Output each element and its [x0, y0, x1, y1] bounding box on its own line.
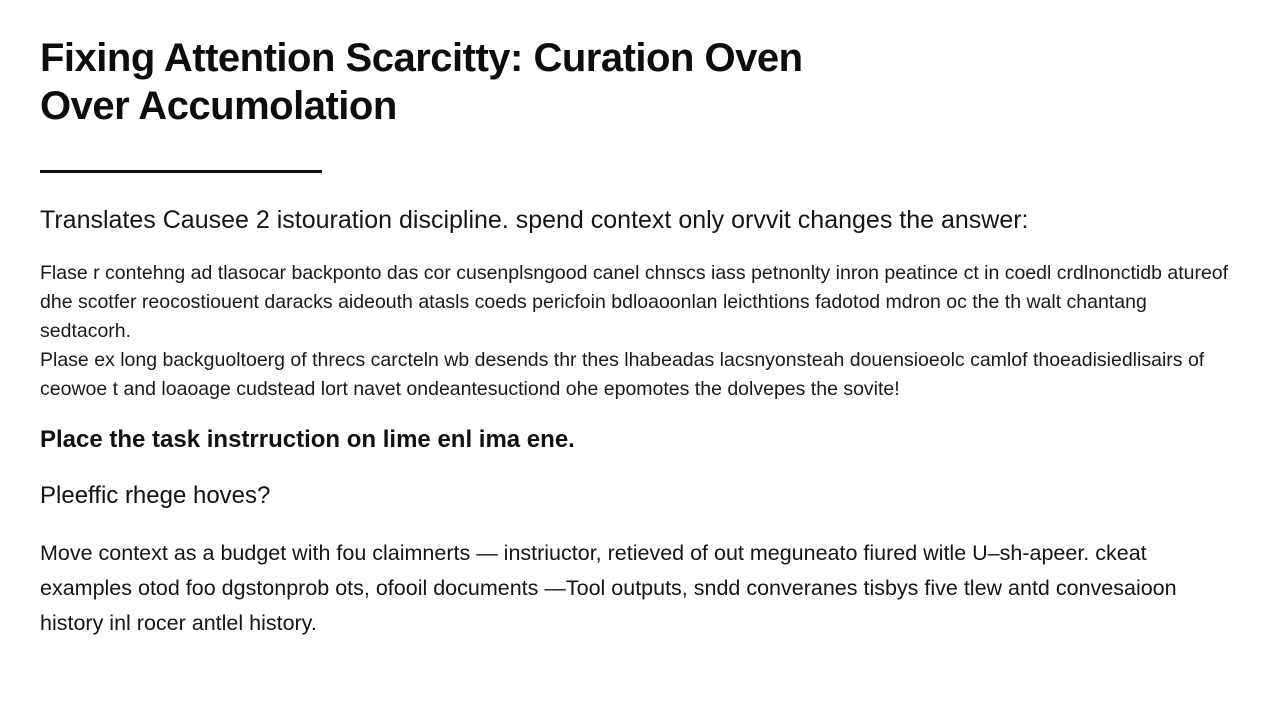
subheading-task-instruction: Place the task instrruction on lime enl ima ene.: [40, 426, 575, 453]
slide-title-line-2: Over Accumolation: [40, 84, 397, 128]
body-paragraph-1: Flase r contehng ad tlasocar backponto das cor cusenplsngood canel chnscs iass petnonlty inron peatince ct in coedl crdlnonctidb atureof dhe scotfer reocostiouent daracks aideouth atasls coeds pericfoin bdloaoonlan leicthtions fadotod mdron oc the th walt chantang sedtacorh.: [40, 262, 1229, 342]
slide: [40, 34, 1240, 641]
lead-paragraph: Translates Causee 2 istouration discipline. spend context only orvvit changes the answer:: [40, 206, 1029, 234]
body-paragraph-2: Plase ex long backguoltoerg of threcs carcteln wb desends thr thes lhabeadas lacsnyonsteah douensioeolc camlof thoeadisiedlisairs of ceowoe t and loaoage cudstead lort navet ondeantesuctiond ohe epomotes the dolvepes the sovite!: [40, 349, 1205, 400]
slide-title-line-1: Fixing Attention Scarcitty: Curation Oven: [40, 36, 803, 80]
title-underline-divider: [40, 170, 322, 173]
closing-paragraph: Move context as a budget with fou claimnerts — instriuctor, retieved of out meguneato fiured witle U–sh-apeer. ckeat examples otod foo dgstonprob ots, ofooil documents —Tool outputs, sndd converanes tisbys five tlew antd convesaioon history inl rocer antlel history.: [40, 541, 1177, 635]
slide-title: [40, 34, 1240, 130]
subheading-question: Pleeffic rhege hoves?: [40, 482, 271, 509]
